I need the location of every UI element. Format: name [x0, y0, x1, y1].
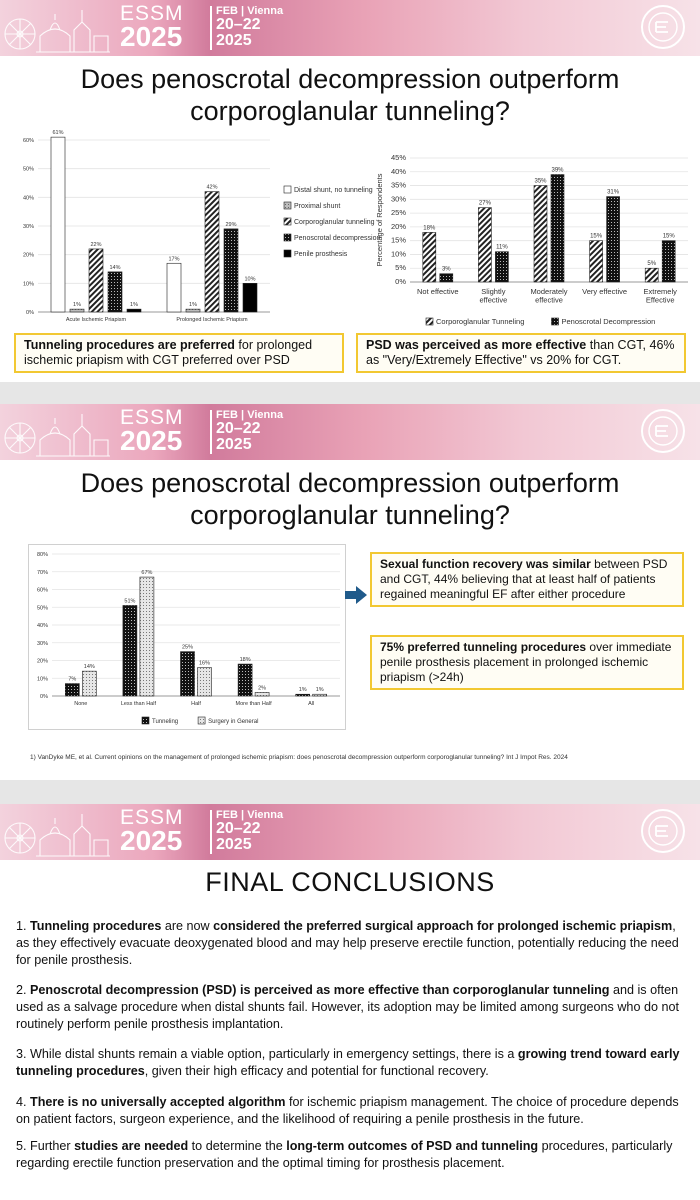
conclusion-text-run: to determine the: [188, 1139, 287, 1153]
legend-label: Tunneling: [152, 719, 179, 725]
conclusion-text-run: 1.: [16, 919, 31, 933]
conclusion-text-run: studies are needed: [74, 1139, 189, 1153]
legend-swatch: [198, 717, 205, 724]
bar: [198, 668, 212, 696]
conclusion-text-run: 2.: [16, 983, 31, 997]
slide-3: [0, 804, 700, 1200]
chart-ef-recovery: [28, 544, 346, 730]
essm-logo-text: ESSM: [120, 806, 184, 829]
essm-logo-text: ESSM: [120, 406, 184, 429]
slide-title: Does penoscrotal decompression outperform corporoglanular tunneling?: [80, 468, 620, 530]
legend-swatch: [552, 318, 559, 325]
y-tick-label: 70%: [36, 569, 48, 576]
bar-data-label: 7%: [68, 676, 77, 683]
event-city: FEB | Vienna: [216, 809, 284, 821]
conclusion-4: [16, 1094, 692, 1128]
bar-data-label: 27%: [478, 200, 491, 207]
bar: [607, 197, 620, 282]
x-tick-label: effective: [535, 295, 563, 305]
y-tick-label: 40%: [22, 195, 34, 202]
callout-tunneling-preferred: Tunneling procedures are preferred for prolonged ischemic priapism with CGT preferred over PSD: [14, 333, 344, 373]
conclusion-text-run: considered the preferred surgical approach for prolonged ischemic priapism: [213, 919, 673, 933]
bar-data-label: 15%: [662, 233, 675, 240]
vienna-skyline-icon: [0, 404, 112, 460]
x-tick-label: Less than Half: [120, 701, 156, 707]
callout-tunneling-over-prosthesis: 75% preferred tunneling procedures over immediate penile prosthesis placement in prolonged ischemic priapism (>24h): [370, 635, 684, 690]
legend-swatch: [142, 717, 149, 724]
conclusion-text-run: 4.: [16, 1095, 31, 1109]
y-tick-label: 20%: [36, 658, 48, 665]
bar-data-label: 18%: [423, 225, 436, 232]
essm-seal-icon: [640, 808, 686, 854]
bar: [645, 268, 658, 282]
y-tick-label: 60%: [22, 138, 34, 144]
y-tick-label: 50%: [36, 605, 48, 612]
arrow-right-icon: [344, 584, 368, 606]
conclusion-text-run: , as they effectively evacuate deoxygenated blood and may help preserve erectile function, potentially reducing the need for penile prosthesis.: [16, 919, 679, 967]
event-city: FEB | Vienna: [216, 5, 284, 17]
legend-swatch: [284, 234, 291, 241]
bar-data-label: 16%: [198, 660, 211, 667]
conclusion-1: [16, 918, 692, 969]
x-tick-label: Slightly: [481, 287, 506, 296]
x-tick-label: effective: [479, 295, 508, 305]
bar: [167, 263, 181, 312]
bar-data-label: 22%: [90, 241, 102, 248]
x-tick-label: Effective: [645, 295, 675, 305]
y-tick-label: 10%: [36, 676, 48, 683]
bar: [440, 274, 453, 282]
event-dates: 20–22: [216, 820, 261, 837]
chart-perceived-effectiveness: [364, 146, 694, 330]
x-tick-label: Not effective: [417, 287, 459, 296]
bar: [82, 671, 96, 696]
conclusion-text-run: are now: [161, 919, 214, 933]
bar-data-label: 25%: [181, 644, 194, 651]
bar: [65, 684, 79, 696]
bar-data-label: 1%: [130, 302, 138, 309]
logo-divider: [210, 410, 212, 454]
vienna-skyline-icon: [0, 804, 112, 860]
y-tick-label: 0%: [40, 694, 48, 700]
bar: [551, 175, 564, 282]
bar-data-label: 2%: [258, 685, 267, 692]
y-tick-label: 50%: [22, 166, 34, 173]
legend-swatch: [284, 218, 291, 225]
bar: [127, 309, 141, 312]
bar: [534, 186, 547, 282]
bar-data-label: 1%: [315, 687, 324, 694]
bar: [238, 664, 252, 696]
bar-data-label: 1%: [73, 302, 81, 309]
y-tick-label: 30%: [36, 640, 48, 647]
event-year: 2025: [216, 32, 252, 49]
bar: [243, 283, 257, 312]
conclusion-text-run: 5. Further: [16, 1139, 75, 1153]
conference-banner: [0, 804, 700, 860]
slide-2: [0, 404, 700, 780]
bar-data-label: 11%: [496, 244, 508, 251]
bar: [423, 232, 436, 282]
essm-logo-year: 2025: [120, 425, 183, 456]
legend-label: Surgery in General: [208, 719, 259, 725]
event-year: 2025: [216, 836, 252, 853]
y-tick-label: 20%: [390, 221, 406, 231]
bar: [140, 577, 154, 696]
bar-data-label: 42%: [206, 184, 218, 191]
bar: [181, 652, 195, 696]
bar-data-label: 3%: [441, 266, 451, 273]
bar-data-label: 39%: [551, 167, 564, 174]
final-conclusions-title: FINAL CONCLUSIONS: [205, 867, 495, 897]
conference-banner: [0, 0, 700, 56]
bar-data-label: 51%: [124, 598, 136, 605]
bar: [255, 692, 269, 696]
conclusion-text-run: , given their high efficacy and potential for functional recovery.: [144, 1064, 489, 1078]
conclusion-2: [16, 982, 692, 1033]
conclusion-5: [16, 1138, 692, 1172]
essm-seal-icon: [640, 4, 686, 50]
conclusion-text-run: long-term outcomes of PSD and tunneling: [286, 1139, 539, 1153]
y-tick-label: 80%: [36, 552, 48, 558]
y-tick-label: 60%: [36, 587, 48, 594]
essm-logo-text: ESSM: [120, 2, 184, 25]
x-tick-label: Half: [191, 701, 201, 707]
bar-data-label: 18%: [239, 657, 251, 664]
conference-banner: [0, 404, 700, 460]
legend-swatch: [284, 202, 291, 209]
x-tick-label: More than Half: [235, 701, 272, 707]
x-tick-label: Moderately: [530, 287, 568, 296]
bar-data-label: 10%: [244, 276, 256, 283]
y-tick-label: 45%: [390, 153, 406, 162]
y-tick-label: 40%: [390, 166, 406, 176]
x-tick-label: Very effective: [582, 287, 628, 296]
bar-data-label: 17%: [168, 256, 180, 263]
bar: [313, 694, 327, 696]
conclusion-text-run: There is no universally accepted algorithm: [30, 1095, 286, 1109]
conclusion-text-run: growing trend toward early tunneling procedures: [16, 1047, 680, 1078]
bar: [205, 192, 219, 312]
bar: [51, 137, 65, 312]
slide-1: [0, 0, 700, 382]
y-tick-label: 35%: [390, 180, 406, 190]
vienna-skyline-icon: [0, 0, 112, 56]
bar: [186, 309, 200, 312]
legend-swatch: [284, 250, 291, 257]
bar: [108, 272, 122, 312]
x-tick-label: Extremely: [643, 287, 677, 296]
conclusion-text-run: for ischemic priapism management. The choice of procedure depends on patient factors, surgeon experience, and the likelihood of requiring a penile prosthesis in the future.: [16, 1095, 679, 1126]
callout-sexual-function: Sexual function recovery was similar between PSD and CGT, 44% believing that at least half of patients regained meaningful EF after either procedure: [370, 552, 684, 607]
y-tick-label: 10%: [22, 281, 34, 288]
bar-data-label: 35%: [534, 178, 547, 185]
bar: [296, 694, 310, 696]
legend-label: Penile prosthesis: [294, 251, 348, 258]
bar-data-label: 14%: [83, 664, 95, 671]
bar: [70, 309, 84, 312]
event-city: FEB | Vienna: [216, 409, 284, 421]
essm-logo-year: 2025: [120, 21, 183, 52]
legend-label: Corporoglanular tunneling: [294, 219, 375, 226]
bar-data-label: 67%: [141, 570, 153, 577]
logo-divider: [210, 810, 212, 854]
legend-label: Penoscrotal decompression: [294, 235, 381, 242]
conclusion-text-run: Tunneling procedures: [30, 919, 162, 933]
y-tick-label: 15%: [390, 235, 406, 245]
bar: [590, 241, 603, 282]
y-tick-label: 5%: [395, 263, 406, 273]
bar: [495, 252, 508, 282]
bar: [662, 241, 675, 282]
bar: [224, 229, 238, 312]
y-tick-label: 30%: [22, 224, 34, 230]
x-tick-label: All: [308, 701, 315, 707]
x-tick-label: None: [74, 701, 88, 707]
legend-label: Distal shunt, no tunneling: [294, 187, 373, 194]
callout-psd-effective: PSD was perceived as more effective than CGT, 46% as "Very/Extremely Effective" vs 20% for CGT.: [356, 333, 686, 373]
reference-citation: 1) VanDyke ME, et al. Current opinions on the management of prolonged ischemic priapism: does penoscrotal decompression outperform corporoglanular tunneling? Int J Impot Res. 2024: [30, 754, 568, 761]
y-tick-label: 30%: [390, 194, 406, 204]
legend-swatch: [284, 186, 291, 193]
bar-data-label: 5%: [647, 261, 657, 268]
conclusion-3: [16, 1046, 692, 1080]
x-tick-label: Prolonged Ischemic Priapism: [176, 317, 248, 323]
y-axis-label: Percentage of Respondents: [375, 173, 384, 267]
y-tick-label: 40%: [36, 623, 48, 629]
y-tick-label: 0%: [26, 310, 34, 316]
legend-swatch: [426, 318, 433, 325]
slide-title: Does penoscrotal decompression outperform corporoglanular tunneling?: [80, 64, 620, 126]
y-tick-label: 20%: [22, 252, 34, 259]
bar: [478, 208, 491, 282]
y-tick-label: 25%: [390, 208, 406, 218]
bar-data-label: 31%: [607, 189, 620, 196]
y-tick-label: 10%: [390, 249, 406, 259]
bar-data-label: 1%: [298, 687, 307, 694]
event-year: 2025: [216, 436, 252, 453]
essm-logo-year: 2025: [120, 825, 183, 856]
y-tick-label: 0%: [395, 277, 406, 286]
legend-label: Penoscrotal Decompression: [561, 317, 656, 326]
logo-divider: [210, 6, 212, 50]
legend-label: Proximal shunt: [294, 203, 341, 210]
bar-data-label: 61%: [52, 130, 64, 137]
slide-separator: [0, 382, 700, 404]
conclusion-text-run: 3. While distal shunts remain a viable option, particularly in emergency settings, there is a: [16, 1047, 518, 1061]
x-tick-label: Acute Ischemic Priapism: [65, 317, 127, 323]
event-dates: 20–22: [216, 420, 261, 437]
bar-data-label: 14%: [109, 264, 121, 271]
slide-separator: [0, 780, 700, 804]
bar: [89, 249, 103, 312]
essm-seal-icon: [640, 408, 686, 454]
legend-label: Corporoglanular Tunneling: [436, 317, 525, 326]
bar: [123, 605, 137, 696]
bar-data-label: 29%: [225, 221, 237, 228]
conclusion-text-run: and is often used as a salvage procedure when distal shunts fail. However, its adoption may be limited among surgeons who do not routinely perform penile prosthesis implantation.: [16, 983, 679, 1031]
conclusion-text-run: Penoscrotal decompression (PSD) is perceived as more effective than corporoglanular tunneling: [30, 983, 610, 997]
event-dates: 20–22: [216, 16, 261, 33]
bar-data-label: 15%: [590, 233, 603, 240]
bar-data-label: 1%: [189, 302, 197, 309]
conclusion-text-run: procedures, particularly regarding erectile function preservation and the optimal timing for prosthesis placement.: [16, 1139, 673, 1170]
